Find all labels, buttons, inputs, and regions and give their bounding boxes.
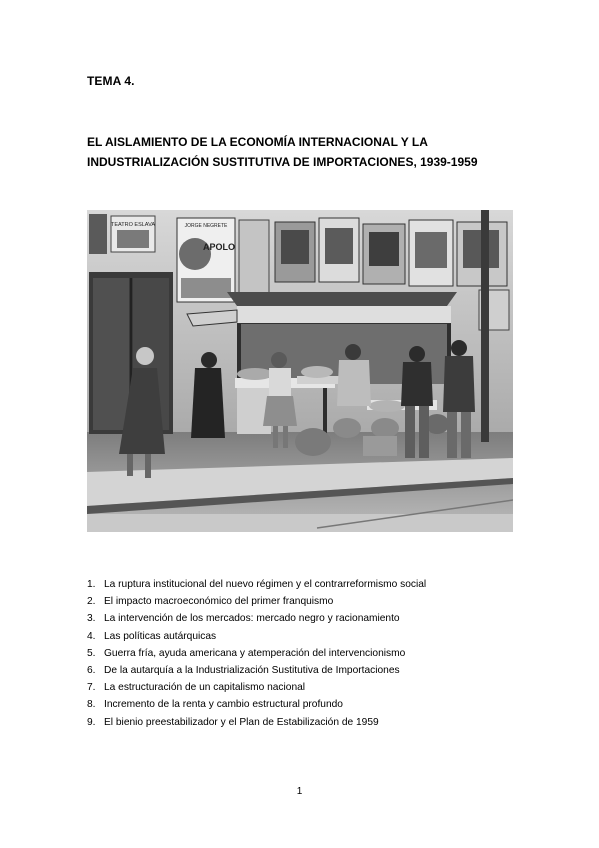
toc-item-number: 3.	[87, 613, 96, 625]
toc-item-number: 8.	[87, 699, 96, 711]
toc-item-number: 5.	[87, 647, 96, 659]
chapter-title	[87, 132, 517, 172]
chapter-title-line-2: INDUSTRIALIZACIÓN SUSTITUTIVA DE IMPORTACIONES, 1939-1959	[87, 155, 478, 169]
toc-item	[87, 645, 426, 662]
poster-text-eslava: TEATRO ESLAVA	[110, 222, 156, 228]
toc-item-text: De la autarquía a la Industrialización Sustitutiva de Importaciones	[104, 665, 400, 677]
toc-item	[87, 593, 426, 610]
toc-item	[87, 714, 426, 731]
toc-item-text: El impacto macroeconómico del primer franquismo	[104, 596, 334, 608]
poster-text-negrete: JORGE NEGRETE	[184, 223, 228, 229]
table-of-contents	[87, 576, 426, 731]
toc-item-number: 6.	[87, 665, 96, 677]
toc-item-text: La estructuración de un capitalismo nacional	[104, 682, 306, 694]
toc-item	[87, 696, 426, 713]
toc-item-number: 7.	[87, 682, 96, 694]
toc-item	[87, 679, 426, 696]
toc-item-text: La ruptura institucional del nuevo régimen y el contrarreformismo social	[104, 579, 427, 590]
toc-item-text: El bienio preestabilizador y el Plan de Estabilización de 1959	[104, 716, 379, 728]
page-number: 1	[296, 786, 303, 797]
street-market-photo	[87, 210, 513, 532]
toc-item-number: 4.	[87, 630, 96, 642]
chapter-title-line-1: EL AISLAMIENTO DE LA ECONOMÍA INTERNACIONAL Y LA	[87, 135, 428, 149]
poster-text-apolo: APOLO	[202, 242, 236, 252]
toc-item-text: Incremento de la renta y cambio estructural profundo	[104, 699, 343, 711]
toc-item	[87, 576, 426, 593]
toc-item	[87, 610, 426, 627]
toc-item-text: Las políticas autárquicas	[104, 630, 217, 642]
toc-item-text: La intervención de los mercados: mercado negro y racionamiento	[104, 613, 400, 625]
chapter-heading: TEMA 4.	[87, 74, 135, 88]
toc-item-number: 2.	[87, 596, 96, 608]
toc-item-text: Guerra fría, ayuda americana y atemperación del intervencionismo	[104, 647, 406, 659]
toc-item	[87, 628, 426, 645]
toc-item-number: 9.	[87, 716, 96, 728]
toc-item	[87, 662, 426, 679]
toc-item-number: 1.	[87, 579, 96, 590]
